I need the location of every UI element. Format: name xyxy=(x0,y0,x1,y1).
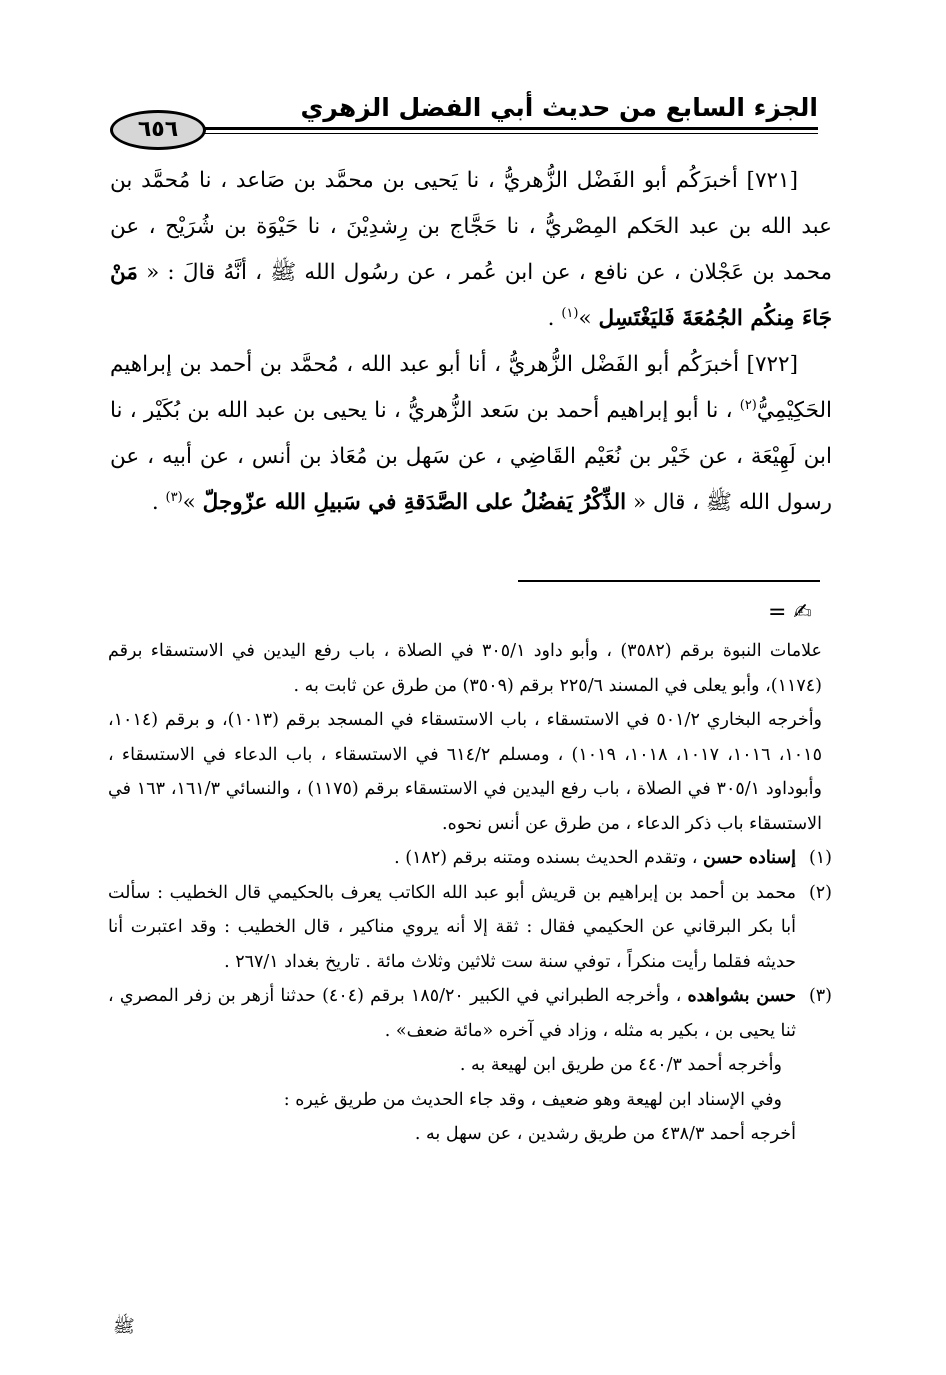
hadith-721-end: . xyxy=(547,306,562,331)
footnote-separator xyxy=(518,580,820,582)
footnote-2 xyxy=(108,876,832,980)
hadith-722-close: » xyxy=(182,490,203,515)
carried-note-part-2: وأخرجه البخاري ٥٠١/٢ في الاستسقاء ، باب الاستسقاء في المسجد برقم (١٠١٣)، و برقم (١٠١٤، ١٠١٥، ١٠١٦، ١٠١٧، ١٠١٨، ١٠١٩) ، ومسلم ٦١٤/٢ في الاستسقاء ، باب الدعاء في الاستسقاء ، وأبوداود ٣٠٥/١ في الصلاة ، باب رفع اليدين في الاستسقاء برقم (١١٧٥) ، والنسائي ١٦١/٣، ١٦٣ في الاستسقاء باب ذكر الدعاء ، من طرق عن أنس نحوه. xyxy=(108,710,823,834)
footnote-1-number: (١) xyxy=(808,848,832,868)
page-corner-ornament: ﷺ xyxy=(113,1316,135,1337)
hadith-721-close: » xyxy=(578,306,599,331)
main-text xyxy=(110,158,832,526)
hadith-721-isnad: [٧٢١] أخبرَكُم أبو الفَضْل الزُّهريُّ ، نا يَحيى بن محمَّد بن صَاعد ، نا مُحمَّد بن عبد الله بن عبد الحَكم المِصْريُّ ، نا حَجَّاج بن رِشدِيْنَ ، نا حَيْوَة بن شُرَيْح ، عن محمد بن عَجْلان ، عن نافع ، عن ابن عُمر ، عن رسُول الله ﷺ ، أنَّهُ قالَ : « xyxy=(110,168,832,285)
footnote-ref-3: (٣) xyxy=(165,489,183,505)
page-number-badge: ٦٥٦ xyxy=(110,110,206,150)
hadith-722 xyxy=(110,342,832,526)
footnote-3-para-3: وفي الإسناد ابن لهيعة وهو ضعيف ، وقد جاء الحديث من طريق غيره : xyxy=(283,1089,782,1110)
footnote-3-para-4: أخرجه أحمد ٤٣٨/٣ من طريق رشدين ، عن سهل به . xyxy=(414,1124,796,1144)
running-title: الجزء السابع من حديث أبي الفضل الزهري xyxy=(300,93,818,122)
footnote-1 xyxy=(108,841,832,876)
footnote-2-number: (٢) xyxy=(808,882,832,903)
hadith-721 xyxy=(110,158,832,342)
hadith-722-text: الذِّكْرُ يَفضُلُ على الصَّدَقةِ في سَبيلِ الله عزّوجلّ xyxy=(202,490,627,515)
continuation-marker: = ✍ xyxy=(768,600,812,625)
footnote-2-text: محمد بن أحمد بن إبراهيم بن قريش أبو عبد الله الكاتب يعرف بالحكيمي قال الخطيب : سألت أبا بكر البرقاني عن الحكيمي فقال : ثقة إلا أنه يروي مناكير ، قال الخطيب : وقد اعتبرت أنا حديثه فقلما رأيت منكراً ، توفي سنة ست ثلاثين وثلاث مائة . تاريخ بغداد ٢٦٧/١ . xyxy=(108,882,796,972)
footnote-1-grade: إسناده حسن xyxy=(703,848,796,868)
hadith-722-end: . xyxy=(151,490,166,515)
footnote-3-grade: حسن بشواهده xyxy=(687,986,797,1006)
header-rule xyxy=(160,127,818,130)
footnote-3-number: (٣) xyxy=(808,986,832,1006)
footnote-ref-1: (١) xyxy=(561,305,579,321)
carried-note-part-1: علامات النبوة برقم (٣٥٨٢) ، وأبو داود ٣٠٥/١ في الصلاة ، باب رفع اليدين في الاستسقاء برقم (١١٧٤)، وأبو يعلى في المسند ٢٢٥/٦ برقم (٣٥٠٩) من طرق عن ثابت به . xyxy=(108,641,822,696)
hadith-721-text: مَنْ جَاءَ مِنكُم الجُمُعَةَ فَليَغْتَسِل xyxy=(110,260,832,331)
footnote-3 xyxy=(108,979,832,1152)
hadith-722-isnad-a: [٧٢٢] أخبرَكُم أبو الفَضْل الزُّهريُّ ، أنا أبو عبد الله ، مُحمَّد بن أحمد بن إبراهيم الحَكِيْمِيُّ xyxy=(110,352,832,423)
footnote-3-text: ، وأخرجه الطبراني في الكبير ١٨٥/٢٠ برقم (٤٠٤) حدثنا أزهر بن زفر المصري ، ثنا يحيى بن ، بكير به مثله ، وزاد في آخره «مائة ضعف» . xyxy=(108,986,796,1041)
footnote-1-text: ، وتقدم الحديث بسنده ومتنه برقم (١٨٢) . xyxy=(394,848,704,868)
header-rule-thin xyxy=(200,133,818,134)
footnote-ref-2: (٢) xyxy=(739,397,757,413)
footnote-3-para-2: وأخرجه أحمد ٤٤٠/٣ من طريق ابن لهيعة به . xyxy=(459,1055,782,1075)
hadith-722-isnad-b: ، نا أبو إبراهيم أحمد بن سَعد الزُّهريُّ ، نا يحيى بن عبد الله بن بُكَيْر ، نا ابن لَهِيْعَة ، عن خَيْر بن نُعَيْم القَاضِي ، عن سَهل بن مُعَاذ بن أنس ، عن أبيه ، عن رسول الله ﷺ ، قال « xyxy=(110,398,832,515)
footnotes xyxy=(108,634,832,1152)
